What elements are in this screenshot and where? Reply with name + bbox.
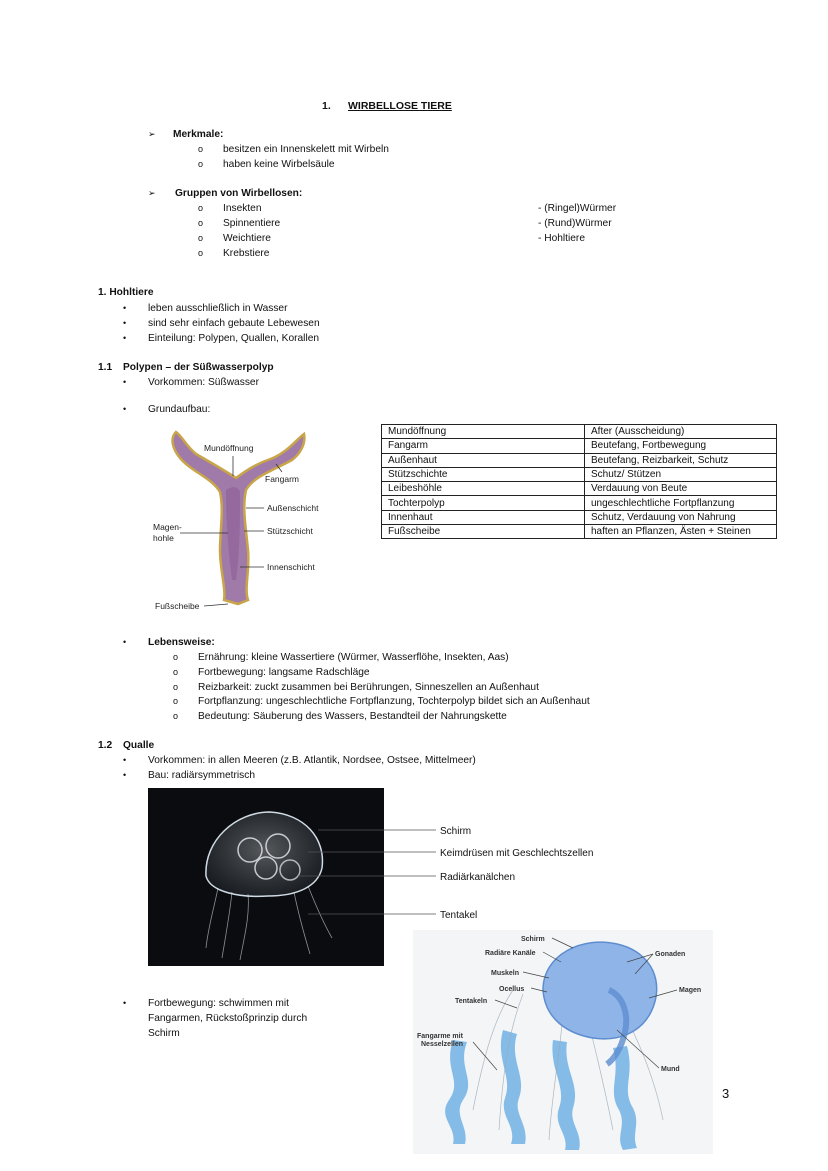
label-innenschicht: Innenschicht [267, 562, 315, 572]
table-cell: Stützschichte [382, 467, 585, 481]
table-row [382, 453, 777, 467]
page-title: WIRBELLOSE TIERE [348, 100, 452, 112]
bullet-icon: • [123, 303, 127, 313]
circle-bullet-icon: o [198, 218, 204, 228]
table-cell: After (Ausscheidung) [585, 425, 777, 439]
table-cell: ungeschlechtliche Fortpflanzung [585, 496, 777, 510]
qualle-item: Vorkommen: in allen Meeren (z.B. Atlantik, Nordsee, Ostsee, Mittelmeer) [148, 755, 476, 766]
fortbewegung-line: Schirm [148, 1028, 180, 1039]
table-cell: Tochterpolyp [382, 496, 585, 510]
gruppen-item-right: - (Rund)Würmer [538, 218, 612, 229]
bullet-icon: • [123, 318, 127, 328]
table-row [382, 425, 777, 439]
qualle-heading: Qualle [123, 740, 155, 751]
table-row [382, 525, 777, 539]
table-row [382, 467, 777, 481]
lebensweise-item: Bedeutung: Säuberung des Wassers, Bestandteil der Nahrungskette [198, 711, 507, 722]
gruppen-item: Insekten [223, 203, 262, 214]
diagram-bell [543, 942, 657, 1039]
merkmale-heading: Merkmale: [173, 129, 224, 140]
table-cell: Außenhaut [382, 453, 585, 467]
table-cell: Fangarm [382, 439, 585, 453]
hohltiere-item: leben ausschließlich in Wasser [148, 303, 288, 314]
bullet-icon: • [123, 998, 127, 1008]
circle-bullet-icon: o [173, 682, 179, 692]
circle-bullet-icon: o [173, 696, 179, 706]
lebensweise-item: Ernährung: kleine Wassertiere (Würmer, Wasserflöhe, Insekten, Aas) [198, 652, 509, 663]
label-magenhohle-1: Magen- [153, 522, 182, 532]
bullet-icon: • [123, 404, 127, 414]
gruppen-item-right: - (Ringel)Würmer [538, 203, 617, 214]
label-fussscheibe: Fußscheibe [155, 601, 200, 611]
polyp-diagram [140, 420, 340, 620]
qualle-number: 1.2 [98, 740, 113, 751]
jellyfish-diagram [413, 930, 713, 1154]
diagram-label-ocellus: Ocellus [499, 986, 525, 993]
table-cell: Fußscheibe [382, 525, 585, 539]
bullet-icon: • [123, 637, 127, 647]
lebensweise-item: Fortpflanzung: ungeschlechtliche Fortpflanzung, Tochterpolyp bildet sich an Außenhaut [198, 696, 590, 707]
label-magenhohle-2: hohle [153, 533, 174, 543]
gruppen-item-right: - Hohltiere [538, 233, 585, 244]
label-fangarm: Fangarm [265, 474, 300, 484]
label-mundoeffnung: Mundöffnung [204, 443, 254, 453]
table-cell: Schutz, Verdauung von Nahrung [585, 510, 777, 524]
lebensweise-item: Fortbewegung: langsame Radschläge [198, 667, 370, 678]
circle-bullet-icon: o [198, 248, 204, 258]
table-cell: Verdauung von Beute [585, 482, 777, 496]
polyp-function-table [381, 424, 777, 539]
fortbewegung-line: Fangarmen, Rückstoßprinzip durch [148, 1013, 308, 1024]
merkmale-item: haben keine Wirbelsäule [223, 159, 335, 170]
circle-bullet-icon: o [173, 711, 179, 721]
diagram-label-radiaere-kanaele: Radiäre Kanäle [485, 950, 536, 957]
polyp-grundaufbau: Grundaufbau: [148, 404, 211, 415]
circle-bullet-icon: o [198, 159, 204, 169]
table-cell: Leibeshöhle [382, 482, 585, 496]
page-number: 3 [722, 1086, 730, 1101]
hohltiere-item: sind sehr einfach gebaute Lebewesen [148, 318, 320, 329]
table-row [382, 510, 777, 524]
lebensweise-heading: Lebensweise: [148, 637, 215, 648]
polyp-vorkommen: Vorkommen: Süßwasser [148, 377, 259, 388]
photo-label-radiaerkanaelchen: Radiärkanälchen [440, 872, 516, 883]
bullet-icon: • [123, 333, 127, 343]
bullet-icon: • [123, 755, 127, 765]
circle-bullet-icon: o [198, 233, 204, 243]
hohltiere-item: Einteilung: Polypen, Quallen, Korallen [148, 333, 320, 344]
gruppen-item: Weichtiere [223, 233, 271, 244]
photo-label-tentakel: Tentakel [440, 910, 478, 921]
gruppen-heading: Gruppen von Wirbellosen: [175, 188, 303, 199]
polyp-number: 1.1 [98, 362, 113, 373]
circle-bullet-icon: o [198, 203, 204, 213]
photo-label-schirm: Schirm [440, 826, 472, 837]
diagram-label-muskeln: Muskeln [491, 970, 520, 977]
diagram-label-fangarme-2: Nesselzellen [421, 1041, 464, 1048]
photo-label-keimdruesen: Keimdrüsen mit Geschlechtszellen [440, 848, 594, 859]
table-cell: Beutefang, Fortbewegung [585, 439, 777, 453]
circle-bullet-icon: o [173, 652, 179, 662]
table-row [382, 482, 777, 496]
qualle-item: Bau: radiärsymmetrisch [148, 770, 255, 781]
table-cell: Mundöffnung [382, 425, 585, 439]
table-cell: Schutz/ Stützen [585, 467, 777, 481]
lebensweise-item: Reizbarkeit: zuckt zusammen bei Berührungen, Sinneszellen an Außenhaut [198, 682, 539, 693]
merkmale-item: besitzen ein Innenskelett mit Wirbeln [223, 144, 389, 155]
table-row [382, 496, 777, 510]
table-cell: haften an Pflanzen, Ästen + Steinen [585, 525, 777, 539]
table-row [382, 439, 777, 453]
arrow-bullet-icon: ➢ [148, 129, 156, 139]
polyp-heading: Polypen – der Süßwasserpolyp [123, 362, 274, 373]
arrow-bullet-icon: ➢ [148, 188, 156, 198]
diagram-label-tentakeln: Tentakeln [455, 998, 488, 1005]
circle-bullet-icon: o [173, 667, 179, 677]
gruppen-item: Spinnentiere [223, 218, 281, 229]
diagram-label-mund: Mund [661, 1066, 680, 1073]
fortbewegung-line: Fortbewegung: schwimmen mit [148, 998, 289, 1009]
title-number: 1. [322, 100, 331, 112]
label-aussenschicht: Außenschicht [267, 503, 319, 513]
label-stuetzschicht: Stützschicht [267, 526, 313, 536]
bullet-icon: • [123, 377, 127, 387]
diagram-label-schirm: Schirm [521, 936, 545, 943]
circle-bullet-icon: o [198, 144, 204, 154]
diagram-label-gonaden: Gonaden [655, 951, 686, 958]
bullet-icon: • [123, 770, 127, 780]
gruppen-item: Krebstiere [223, 248, 270, 259]
table-cell: Innenhaut [382, 510, 585, 524]
table-cell: Beutefang, Reizbarkeit, Schutz [585, 453, 777, 467]
diagram-label-fangarme-1: Fangarme mit [417, 1033, 463, 1040]
diagram-label-magen: Magen [679, 987, 702, 994]
hohltiere-heading: 1. Hohltiere [98, 287, 154, 298]
